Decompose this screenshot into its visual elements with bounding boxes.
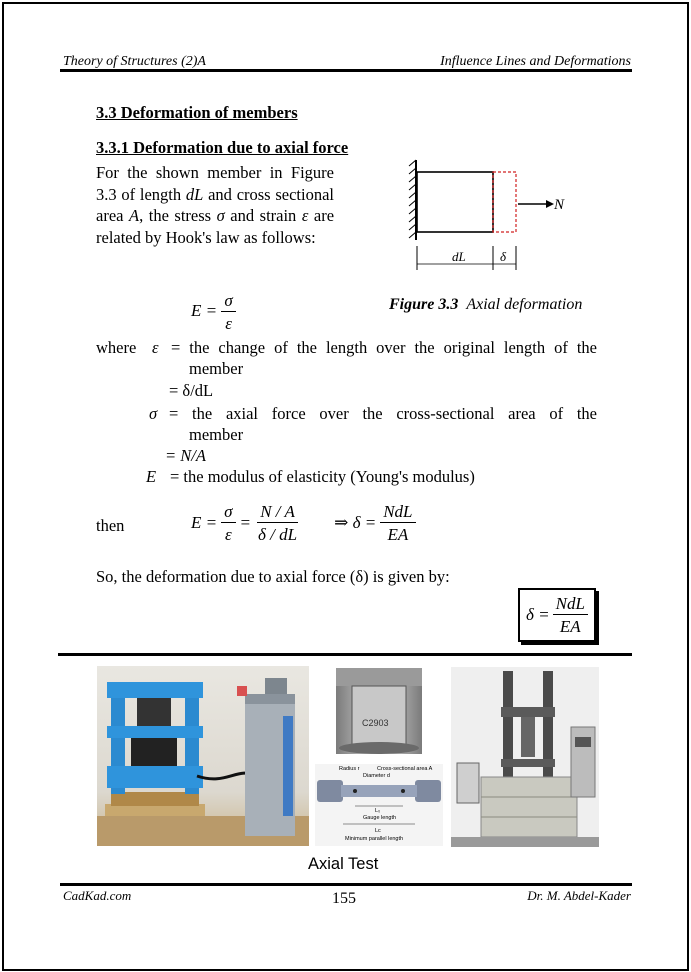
- eq2-f1-num: σ: [221, 503, 235, 523]
- derivation-equation: [191, 503, 416, 543]
- def-eps-text-2: member: [189, 359, 244, 378]
- intro-eps: ε: [301, 206, 309, 225]
- specimen-closeup-image: [336, 668, 422, 754]
- intro-text-3: , the stress: [139, 206, 212, 225]
- force-label: N: [554, 197, 565, 213]
- specimen-diagram-image: [315, 764, 443, 846]
- def-sigma-text: = the axial force over the cross-sectional area of the: [169, 404, 597, 423]
- eq2-equals: =: [239, 513, 251, 532]
- member-rect: [417, 172, 493, 232]
- eq1-lhs: E =: [191, 300, 218, 320]
- intro-paragraph: [96, 162, 334, 248]
- dim-delta-label: δ: [500, 249, 507, 264]
- label-l0: L₀: [375, 808, 381, 814]
- eq2-f2-den: δ / dL: [257, 525, 298, 544]
- utm-image: [451, 667, 599, 847]
- hooke-equation: [191, 292, 236, 332]
- intro-text-5: are related by Hook's law as follows:: [96, 206, 335, 247]
- conclusion-text: So, the deformation due to axial force (δ) is given by:: [96, 567, 450, 586]
- page-number: 155: [332, 890, 356, 907]
- def-sigma-ratio: = N/A: [165, 446, 206, 465]
- intro-a: A: [129, 206, 140, 225]
- eq2-arrow: ⇒ δ =: [334, 513, 377, 532]
- label-diameter: Diameter d: [363, 773, 390, 779]
- eq1-den: ε: [225, 314, 232, 333]
- def-eps-text: = the change of the length over the original length of the: [171, 338, 597, 357]
- eq2-f1-den: ε: [224, 525, 232, 544]
- intro-text-4: and strain: [230, 206, 297, 225]
- specimen-closeup-photo: [336, 668, 422, 754]
- header-rule: [60, 69, 632, 72]
- def-eps-symbol: ε: [152, 338, 159, 357]
- compression-machine-image: [97, 666, 309, 846]
- eq1-num: σ: [221, 292, 235, 312]
- boxed-num: NdL: [553, 595, 588, 615]
- photos-separator: [58, 653, 632, 656]
- figure-caption: [389, 296, 582, 314]
- intro-sigma: σ: [216, 206, 225, 225]
- label-gauge: Gauge length: [363, 815, 397, 821]
- footer-right: Dr. M. Abdel-Kader: [527, 888, 631, 903]
- compression-machine-photo: [97, 666, 309, 846]
- where-label: where: [96, 338, 137, 357]
- specimen-diagram: [315, 764, 443, 846]
- section-title: 3.3 Deformation of members: [96, 103, 298, 122]
- eq2-f3-num: NdL: [380, 503, 415, 523]
- force-arrow-head: [546, 200, 554, 208]
- header-left: Theory of Structures (2)A: [63, 54, 206, 69]
- photos-caption: Axial Test: [308, 855, 379, 873]
- boxed-den: EA: [559, 617, 581, 636]
- eq2-f2-num: N / A: [257, 503, 298, 523]
- label-csa: Cross-sectional area A: [377, 766, 433, 772]
- caption-bold: Figure 3.3: [389, 296, 459, 313]
- def-e-symbol: E: [146, 467, 157, 486]
- axial-deformation-figure: [400, 158, 580, 278]
- then-label: then: [96, 516, 125, 535]
- header-right: Influence Lines and Deformations: [440, 54, 631, 69]
- fixed-support: [409, 160, 416, 240]
- caption-rest: Axial deformation: [466, 296, 583, 313]
- label-lc: Lc: [375, 828, 381, 834]
- boxed-lhs: δ =: [526, 605, 550, 624]
- footer-rule: [60, 883, 632, 886]
- def-eps-ratio: = δ/dL: [169, 381, 214, 400]
- def-sigma-text-2: member: [189, 425, 244, 444]
- deformed-extension: [493, 172, 516, 232]
- eq2-f3-den: EA: [387, 525, 409, 544]
- boxed-result: [518, 588, 596, 642]
- label-minlen: Minimum parallel length: [345, 836, 404, 842]
- subsection-title: 3.3.1 Deformation due to axial force: [96, 138, 349, 157]
- universal-testing-machine-photo: [451, 667, 599, 847]
- intro-text-1: For the shown member in Figure 3.3 of length: [96, 163, 334, 204]
- def-sigma-symbol: σ: [149, 404, 158, 423]
- label-radius: Radius r: [339, 766, 360, 772]
- intro-text-2: and cross sectional area: [96, 184, 335, 225]
- def-e-text: = the modulus of elasticity (Young's modulus): [170, 467, 475, 486]
- dim-dl-label: dL: [452, 249, 466, 264]
- eq2-lhs: E =: [191, 513, 218, 532]
- footer-left: CadKad.com: [63, 888, 132, 903]
- intro-dl: dL: [185, 184, 204, 204]
- svg-text:C2903: C2903: [362, 718, 389, 728]
